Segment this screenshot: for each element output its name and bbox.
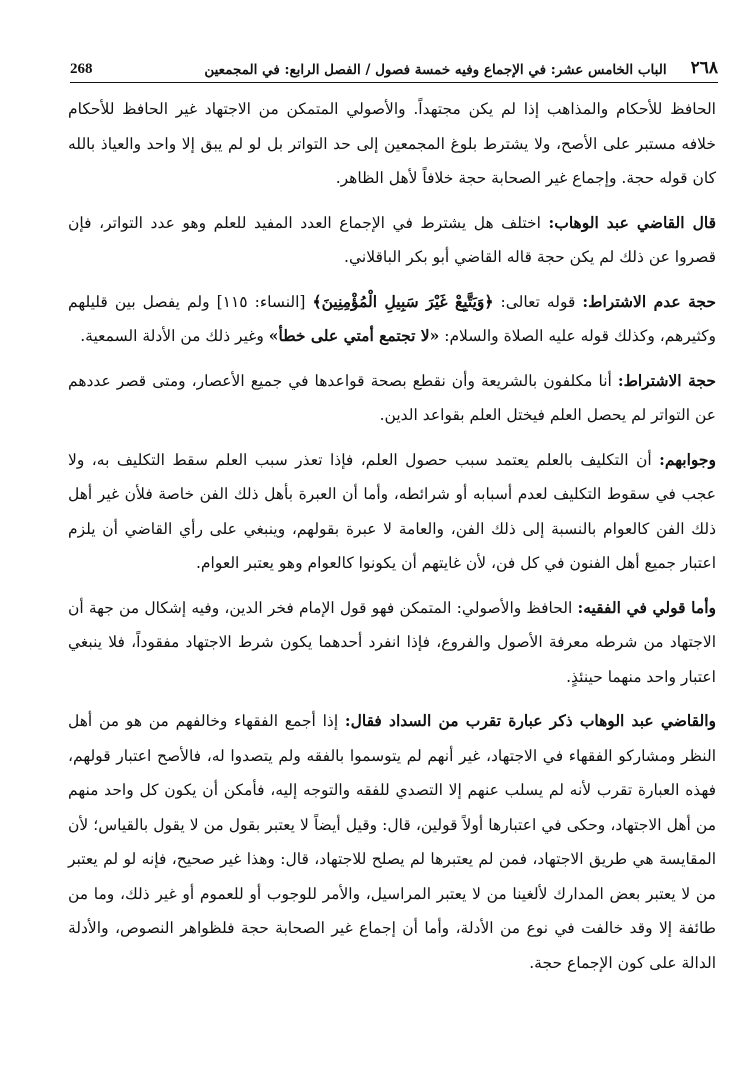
paragraph-text: أنا مكلفون بالشريعة وأن نقطع بصحة قواعدها في جميع الأعصار، ومتى قصر عددهم عن التواتر لم يحصل العلم فيختل العلم بقواعد الدين. (68, 371, 716, 424)
paragraph-5 (68, 443, 716, 581)
paragraph-text: [النساء: ١١٥] ولم يفصل بين قليلهم وكثيرهم، وكذلك قوله عليه الصلاة والسلام: (68, 292, 716, 345)
paragraph-3 (68, 285, 716, 354)
paragraph-2 (68, 206, 716, 275)
paragraph-text: قوله تعالى: (493, 292, 583, 311)
hadith-quote: «لا تجتمع أمتي على خطأ» (268, 326, 440, 345)
paragraph-lead: قال القاضي عبد الوهاب: (548, 212, 716, 232)
paragraph-lead: حجة الاشتراط: (617, 370, 716, 390)
paragraph-4 (68, 364, 716, 433)
paragraph-text: الحافظ للأحكام والمذاهب إذا لم يكن مجتهداً. والأصولي المتمكن من الاجتهاد غير الحافظ للأحكام خلافه مستبر على الأصح، ولا يشترط بلوغ المجمعين إلى حد التواتر بل لو لم يبق إلا واحد والعياذ بالله كان قوله حجة. وإجماع غير الصحابة حجة خلافاً لأهل الظاهر. (68, 100, 716, 187)
page-header (70, 48, 718, 83)
quran-verse: ﴿وَيَتَّبِعْ غَيْرَ سَبِيلِ الْمُؤْمِنِينَ﴾ (312, 291, 494, 311)
page-number-latin: 268 (70, 61, 93, 77)
paragraph-text: وغير ذلك من الأدلة السمعية. (80, 327, 269, 345)
page-number-arabic: ٢٦٨ (690, 58, 718, 78)
paragraph-7 (68, 704, 716, 980)
page-body (68, 92, 716, 990)
paragraph-lead: وجوابهم: (659, 449, 716, 469)
running-title: الباب الخامس عشر: في الإجماع وفيه خمسة فصول / الفصل الرابع: في المجمعين (204, 62, 667, 78)
paragraph-1 (68, 92, 716, 196)
paragraph-lead: والقاضي عبد الوهاب ذكر عبارة تقرب من السداد فقال: (344, 711, 716, 730)
paragraph-text: أن التكليف بالعلم يعتمد سبب حصول العلم، فإذا تعذر سبب العلم سقط التكليف به، ولا عجب في سقوط التكليف لعدم أسبابه أو شرائطه، وأما أن العبرة بأهل ذلك الفن خاصة فلأن غير أهل ذلك الفن كالعوام بالنسبة إلى ذلك الفن، والعامة لا عبرة بقولهم، وينبغي على رأي القاضي أن يلزم اعتبار جميع أهل الفنون في كل فن، لأن غايتهم أن يكونوا كالعوام وهو يعتبر العوام. (68, 450, 716, 572)
paragraph-text: اختلف هل يشترط في الإجماع العدد المفيد للعلم وهو عدد التواتر، فإن قصروا عن ذلك لم يكن حجة قاله القاضي أبو بكر الباقلاني. (68, 213, 716, 266)
paragraph-lead: وأما قولي في الفقيه: (577, 597, 716, 617)
paragraph-lead: حجة عدم الاشتراط: (582, 291, 717, 311)
paragraph-text: إذا أجمع الفقهاء وخالفهم من هو من أهل النظر ومشاركو الفقهاء في الاجتهاد، غير أنهم لم يتوسموا بالفقه ولم يتصدوا له، فالأصح اعتبار قولهم، فهذه العبارة تقرب لأنه لم يسلب عنهم إلا التصدي للفقه والتوجه إليه، فأمكن أن يكون كل واحد منهم من أهل الاجتهاد، وحكى في اعتبارها أولاً قولين، قال: وقيل أيضاً لا يعتبر بقول من لا يقول بالقياس؛ لأن المقايسة هي طريق الاجتهاد، فمن لم يعتبرها لم يصلح للاجتهاد، قال: وهذا غير صحيح، فإنه لو لم يعتبر من لا يعتبر بعض المدارك لألغينا من لا يعتبر المراسيل، والأمر للوجوب أو للعموم أو غير ذلك، وما من طائفة إلا وقد خالفت في نوع من الأدلة، وأما أن إجماع غير الصحابة حجة فلظواهر النصوص، والأدلة الدالة على كون الإجماع حجة. (68, 712, 716, 972)
paragraph-6 (68, 591, 716, 695)
paragraph-text: الحافظ والأصولي: المتمكن فهو قول الإمام فخر الدين، وفيه إشكال من جهة أن الاجتهاد من شرطه معرفة الأصول والفروع، فإذا انفرد أحدهما يكون شرط الاجتهاد مفقوداً، فلا ينبغي اعتبار واحد منهما حينئذٍ. (68, 598, 716, 686)
